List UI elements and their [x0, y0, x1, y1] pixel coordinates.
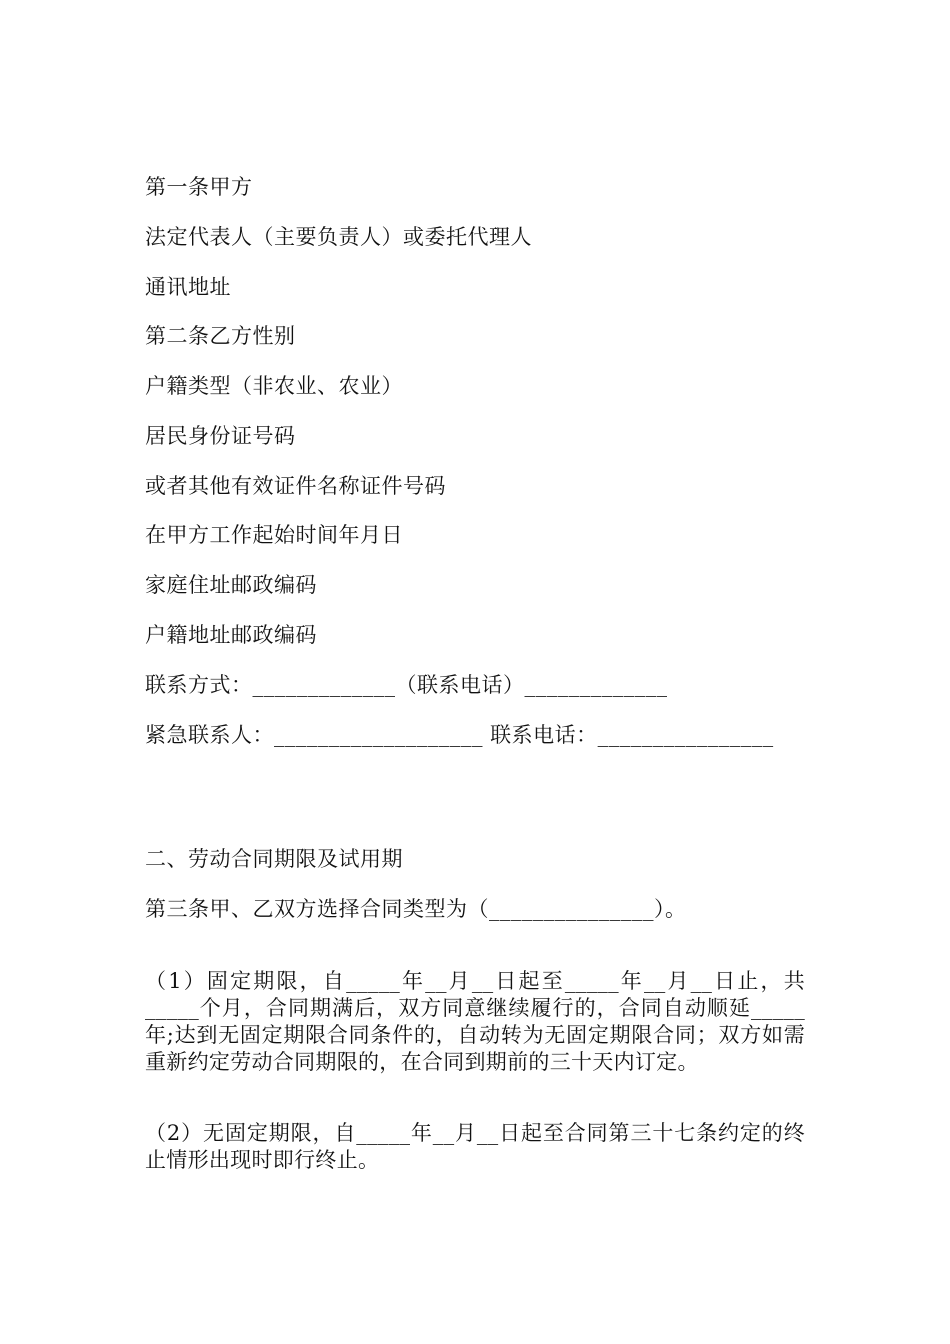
- article3-item1: （1）固定期限，自_____年__月__日起至_____年__月__日止，共_____个月，合同期满后，双方同意继续履行的，合同自动顺延_____年;达到无固定期限合同条件的，自动转为无固定期限合同；双方如需重新约定劳动合同期限的，在合同到期前的三十天内订定。: [145, 969, 805, 1074]
- party-b-id-number: 居民身份证号码: [145, 424, 296, 448]
- article3: 第三条甲、乙双方选择合同类型为（_______________）。: [145, 897, 687, 921]
- party-a-heading: 第一条甲方: [145, 175, 253, 199]
- party-b-other-id: 或者其他有效证件名称证件号码: [145, 474, 446, 498]
- party-b-hukou-type: 户籍类型（非农业、农业）: [145, 374, 403, 398]
- article3-item2: （2）无固定期限，自_____年__月__日起至合同第三十七条约定的终止情形出现时即行终止。: [145, 1121, 805, 1172]
- party-b-emergency-contact: 紧急联系人：___________________ 联系电话：________________: [145, 723, 774, 747]
- party-b-home-address: 家庭住址邮政编码: [145, 573, 317, 597]
- party-a-address: 通讯地址: [145, 275, 231, 299]
- party-b-heading: 第二条乙方性别: [145, 324, 296, 348]
- party-a-representative: 法定代表人（主要负责人）或委托代理人: [145, 225, 532, 249]
- party-b-contact: 联系方式：_____________（联系电话）_____________: [145, 673, 668, 697]
- section2-title: 二、劳动合同期限及试用期: [145, 847, 403, 871]
- party-b-start-time: 在甲方工作起始时间年月日: [145, 523, 403, 547]
- party-b-hukou-address: 户籍地址邮政编码: [145, 623, 317, 647]
